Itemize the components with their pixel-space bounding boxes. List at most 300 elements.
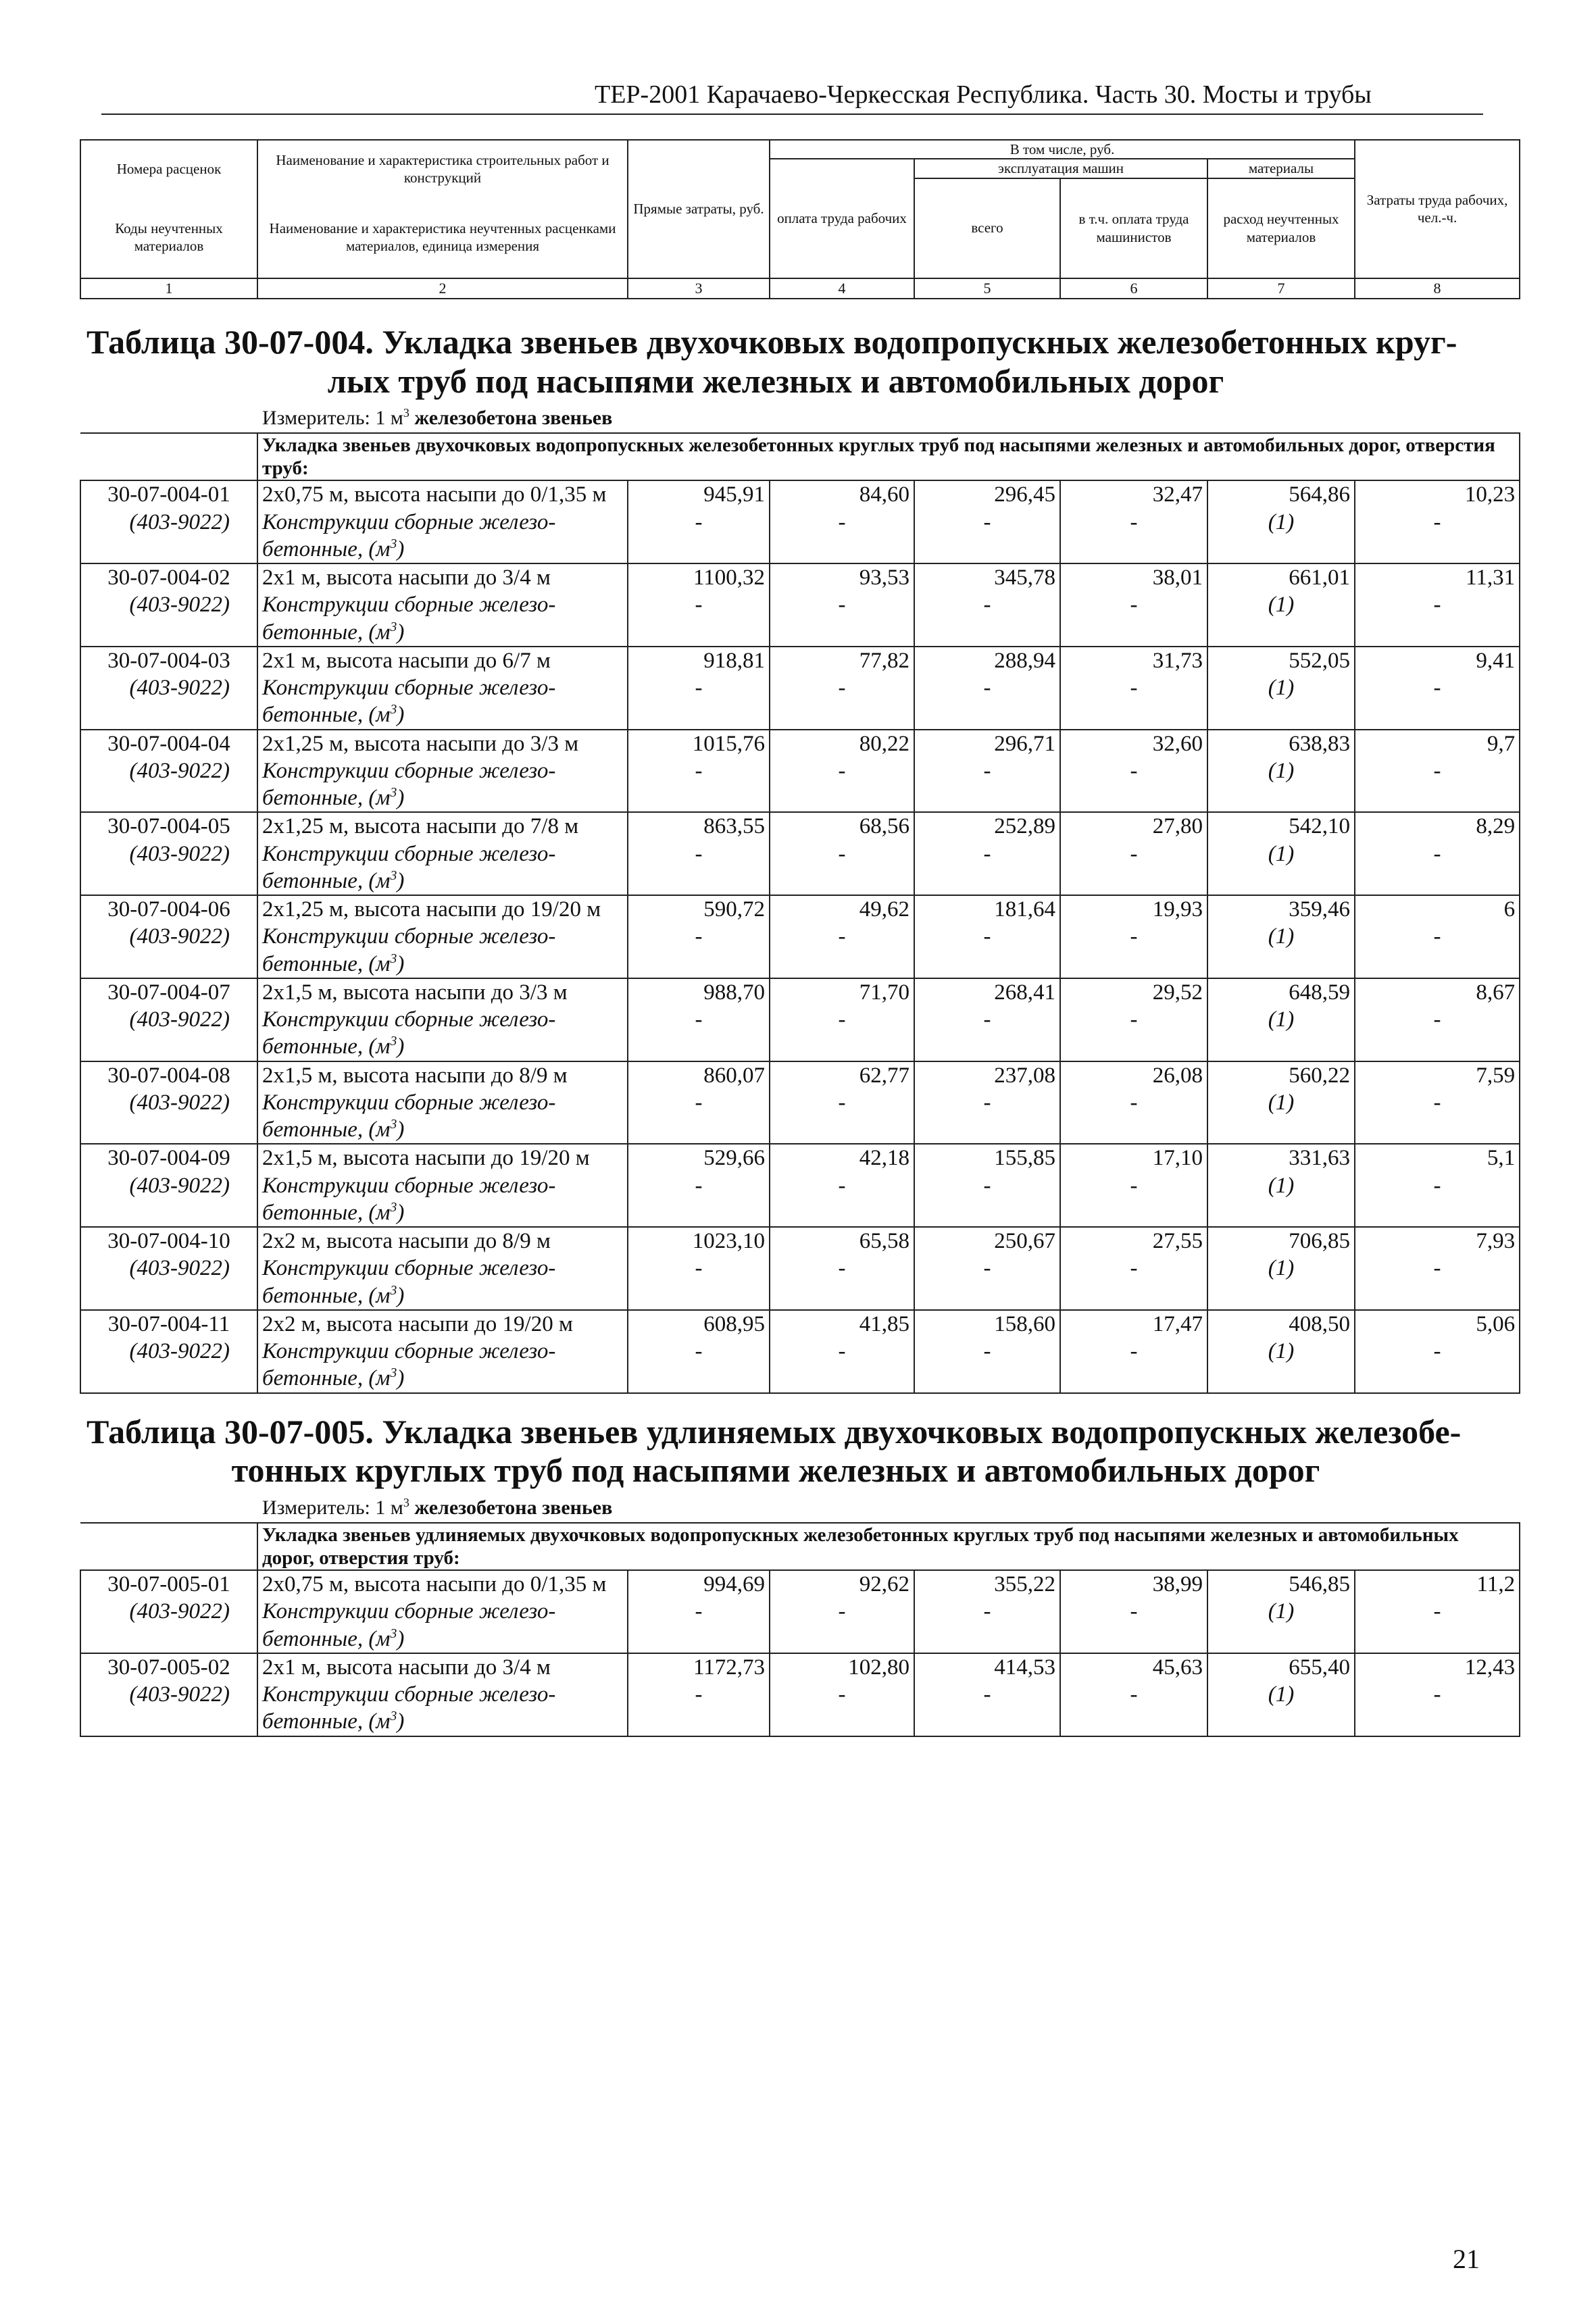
machinist-labor-cost: 38,99	[1060, 1570, 1207, 1598]
machinist-labor-cost: 38,01	[1060, 563, 1207, 591]
materials-cost: 408,50	[1207, 1310, 1355, 1338]
rate-code: 30-07-004-07	[80, 978, 257, 1006]
material-name-line1: Конструкции сборные железо-	[262, 1090, 556, 1115]
material-name-line1: Конструкции сборные железо-	[262, 676, 556, 701]
material-row	[80, 1338, 1520, 1393]
machines-cost: 296,71	[914, 730, 1060, 757]
dash-cell: -	[1355, 591, 1520, 647]
material-name-line2: бетонные, (м	[262, 1034, 391, 1059]
measure-prefix: Измеритель: 1 м	[262, 407, 403, 429]
rate-name: 2х2 м, высота насыпи до 19/20 м	[257, 1310, 628, 1338]
col6-header: в т.ч. оплата труда машинистов	[1060, 178, 1207, 278]
material-qty: (1)	[1207, 1681, 1355, 1736]
material-name-end: )	[397, 620, 405, 645]
material-name-line1: Конструкции сборные железо-	[262, 1173, 556, 1198]
material-qty: (1)	[1207, 1089, 1355, 1145]
material-qty: (1)	[1207, 591, 1355, 647]
material-unit-sup: 3	[390, 536, 397, 551]
rate-code: 30-07-004-06	[80, 895, 257, 923]
direct-cost: 1023,10	[628, 1227, 770, 1255]
dash-cell: -	[914, 1172, 1060, 1228]
labor-cost: 49,62	[770, 895, 914, 923]
material-name-line2: бетонные, (м	[262, 1200, 391, 1225]
col2-top: Наименование и характеристика строительных работ и конструкций	[257, 140, 628, 197]
material-name-end: )	[397, 1626, 405, 1651]
dash-cell: -	[628, 840, 770, 896]
material-name-end: )	[397, 1709, 405, 1734]
material-name	[257, 509, 628, 564]
machines-header: эксплуатация машин	[914, 159, 1207, 178]
material-unit-sup: 3	[390, 702, 397, 718]
col1-bottom: Коды неучтенных материалов	[80, 197, 257, 278]
material-unit-sup: 3	[390, 1365, 397, 1381]
machines-cost: 296,45	[914, 480, 1060, 508]
materials-cost: 706,85	[1207, 1227, 1355, 1255]
direct-cost: 860,07	[628, 1061, 770, 1089]
machines-cost: 158,60	[914, 1310, 1060, 1338]
dash-cell: -	[1355, 840, 1520, 896]
material-name	[257, 1089, 628, 1145]
material-code: (403-9022)	[80, 840, 257, 896]
rate-row	[80, 895, 1520, 923]
direct-cost: 918,81	[628, 647, 770, 674]
material-name-end: )	[397, 1283, 405, 1308]
material-name-line2: бетонные, (м	[262, 868, 391, 893]
rate-code: 30-07-005-02	[80, 1653, 257, 1681]
material-row	[80, 1089, 1520, 1145]
material-row	[80, 674, 1520, 730]
dash-cell: -	[914, 1598, 1060, 1653]
material-name-end: )	[397, 1366, 405, 1391]
material-name	[257, 674, 628, 730]
dash-cell: -	[770, 757, 914, 813]
rate-code: 30-07-004-03	[80, 647, 257, 674]
dash-cell: -	[1060, 1598, 1207, 1653]
material-row	[80, 1255, 1520, 1310]
materials-cost: 564,86	[1207, 480, 1355, 508]
dash-cell: -	[914, 757, 1060, 813]
materials-cost: 552,05	[1207, 647, 1355, 674]
rate-name: 2х0,75 м, высота насыпи до 0/1,35 м	[257, 1570, 628, 1598]
material-name-end: )	[397, 1117, 405, 1142]
dash-cell: -	[770, 591, 914, 647]
direct-cost: 994,69	[628, 1570, 770, 1598]
material-row	[80, 1006, 1520, 1061]
material-name-line1: Конструкции сборные железо-	[262, 758, 556, 783]
material-qty: (1)	[1207, 674, 1355, 730]
dash-cell: -	[770, 1255, 914, 1310]
material-name	[257, 923, 628, 978]
rate-name: 2х1,25 м, высота насыпи до 3/3 м	[257, 730, 628, 757]
rate-row	[80, 1227, 1520, 1255]
material-name-line1: Конструкции сборные железо-	[262, 1256, 556, 1281]
direct-cost: 608,95	[628, 1310, 770, 1338]
measure-sup: 3	[403, 1495, 409, 1509]
material-name-line1: Конструкции сборные железо-	[262, 841, 556, 866]
direct-cost: 945,91	[628, 480, 770, 508]
material-qty: (1)	[1207, 757, 1355, 813]
dash-cell: -	[914, 1255, 1060, 1310]
material-name	[257, 591, 628, 647]
dash-cell: -	[770, 1338, 914, 1393]
material-qty: (1)	[1207, 1255, 1355, 1310]
tables-container	[80, 323, 1519, 1737]
direct-cost: 529,66	[628, 1144, 770, 1172]
material-code: (403-9022)	[80, 1681, 257, 1736]
dash-cell: -	[770, 1172, 914, 1228]
machines-cost: 155,85	[914, 1144, 1060, 1172]
machines-cost: 250,67	[914, 1227, 1060, 1255]
col-number: 5	[914, 278, 1060, 299]
direct-cost: 1100,32	[628, 563, 770, 591]
material-unit-sup: 3	[390, 867, 397, 883]
machinist-labor-cost: 17,47	[1060, 1310, 1207, 1338]
labor-hours: 9,41	[1355, 647, 1520, 674]
material-row	[80, 1681, 1520, 1736]
rate-code: 30-07-004-05	[80, 812, 257, 840]
material-name-end: )	[397, 536, 405, 561]
material-row	[80, 757, 1520, 813]
material-row	[80, 591, 1520, 647]
subhead-text: Укладка звеньев удлиняемых двухочковых водопропускных железобетонных круглых труб под насыпями железных и автомобильных дорог, отверстия труб:	[257, 1523, 1520, 1570]
dash-cell: -	[628, 1006, 770, 1061]
rates-table	[80, 432, 1520, 1394]
dash-cell: -	[1355, 757, 1520, 813]
labor-cost: 42,18	[770, 1144, 914, 1172]
material-code: (403-9022)	[80, 1338, 257, 1393]
material-code: (403-9022)	[80, 1598, 257, 1653]
rate-code: 30-07-004-02	[80, 563, 257, 591]
dash-cell: -	[914, 1338, 1060, 1393]
material-name	[257, 1255, 628, 1310]
direct-cost: 1172,73	[628, 1653, 770, 1681]
rate-row	[80, 1310, 1520, 1338]
labor-cost: 84,60	[770, 480, 914, 508]
dash-cell: -	[1060, 757, 1207, 813]
labor-hours: 12,43	[1355, 1653, 1520, 1681]
material-name-end: )	[397, 868, 405, 893]
dash-cell: -	[1060, 1006, 1207, 1061]
rate-code: 30-07-005-01	[80, 1570, 257, 1598]
material-name-line1: Конструкции сборные железо-	[262, 509, 556, 534]
rate-row	[80, 812, 1520, 840]
material-code: (403-9022)	[80, 1255, 257, 1310]
dash-cell: -	[1060, 1681, 1207, 1736]
machines-cost: 237,08	[914, 1061, 1060, 1089]
table-title	[80, 1413, 1519, 1490]
dash-cell: -	[1060, 840, 1207, 896]
material-name-line2: бетонные, (м	[262, 1117, 391, 1142]
table-title	[80, 323, 1519, 401]
measure-unit	[262, 1496, 1519, 1519]
dash-cell: -	[914, 1006, 1060, 1061]
material-code: (403-9022)	[80, 591, 257, 647]
rate-row	[80, 647, 1520, 674]
labor-cost: 102,80	[770, 1653, 914, 1681]
machinist-labor-cost: 29,52	[1060, 978, 1207, 1006]
material-name-line1: Конструкции сборные железо-	[262, 1007, 556, 1032]
dash-cell: -	[914, 1681, 1060, 1736]
labor-hours: 6	[1355, 895, 1520, 923]
rates-table	[80, 1522, 1520, 1737]
rate-row	[80, 730, 1520, 757]
material-unit-sup: 3	[390, 1034, 397, 1049]
labor-hours: 8,29	[1355, 812, 1520, 840]
material-name	[257, 1338, 628, 1393]
dash-cell: -	[770, 923, 914, 978]
material-qty: (1)	[1207, 1338, 1355, 1393]
dash-cell: -	[1060, 674, 1207, 730]
material-name-line1: Конструкции сборные железо-	[262, 924, 556, 949]
materials-cost: 648,59	[1207, 978, 1355, 1006]
dash-cell: -	[1060, 1338, 1207, 1393]
measure-prefix: Измеритель: 1 м	[262, 1496, 403, 1519]
material-row	[80, 1598, 1520, 1653]
machines-cost: 252,89	[914, 812, 1060, 840]
material-name	[257, 1006, 628, 1061]
dash-cell: -	[1355, 509, 1520, 564]
column-header-table	[80, 139, 1520, 299]
machinist-labor-cost: 31,73	[1060, 647, 1207, 674]
header-rule	[101, 114, 1483, 115]
material-name-line1: Конструкции сборные железо-	[262, 1682, 556, 1707]
col7-header: расход неучтенных материалов	[1207, 178, 1355, 278]
material-row	[80, 840, 1520, 896]
material-unit-sup: 3	[390, 1199, 397, 1215]
col-number: 6	[1060, 278, 1207, 299]
machines-cost: 288,94	[914, 647, 1060, 674]
material-name-end: )	[397, 703, 405, 728]
dash-cell: -	[628, 1255, 770, 1310]
dash-cell: -	[770, 840, 914, 896]
rate-name: 2х1,25 м, высота насыпи до 19/20 м	[257, 895, 628, 923]
dash-cell: -	[1060, 591, 1207, 647]
rate-code: 30-07-004-01	[80, 480, 257, 508]
dash-cell: -	[770, 1681, 914, 1736]
col-number: 1	[80, 278, 257, 299]
machinist-labor-cost: 32,47	[1060, 480, 1207, 508]
material-unit-sup: 3	[390, 619, 397, 634]
dash-cell: -	[628, 674, 770, 730]
dash-cell: -	[628, 923, 770, 978]
rate-name: 2х1 м, высота насыпи до 6/7 м	[257, 647, 628, 674]
material-unit-sup: 3	[390, 1626, 397, 1641]
labor-hours: 9,7	[1355, 730, 1520, 757]
col2-bottom: Наименование и характеристика неучтенных расценками материалов, единица измерения	[257, 197, 628, 278]
material-code: (403-9022)	[80, 1006, 257, 1061]
dash-cell: -	[770, 1006, 914, 1061]
measure-unit	[262, 406, 1519, 430]
machinist-labor-cost: 32,60	[1060, 730, 1207, 757]
rate-name: 2х1 м, высота насыпи до 3/4 м	[257, 563, 628, 591]
dash-cell: -	[770, 1598, 914, 1653]
material-name-line2: бетонные, (м	[262, 1366, 391, 1391]
dash-cell: -	[1060, 509, 1207, 564]
dash-cell: -	[1355, 1006, 1520, 1061]
dash-cell: -	[770, 674, 914, 730]
dash-cell: -	[1355, 1172, 1520, 1228]
dash-cell: -	[1355, 923, 1520, 978]
material-qty: (1)	[1207, 840, 1355, 896]
dash-cell: -	[628, 757, 770, 813]
rate-code: 30-07-004-04	[80, 730, 257, 757]
measure-sup: 3	[403, 406, 409, 420]
dash-cell: -	[628, 1338, 770, 1393]
rate-code: 30-07-004-11	[80, 1310, 257, 1338]
material-name	[257, 1172, 628, 1228]
rate-name: 2х1 м, высота насыпи до 3/4 м	[257, 1653, 628, 1681]
dash-cell: -	[628, 1172, 770, 1228]
material-name-line2: бетонные, (м	[262, 786, 391, 811]
material-code: (403-9022)	[80, 757, 257, 813]
dash-cell: -	[914, 509, 1060, 564]
material-row	[80, 923, 1520, 978]
incl-header: В том числе, руб.	[770, 140, 1355, 159]
dash-cell: -	[628, 1681, 770, 1736]
materials-cost: 661,01	[1207, 563, 1355, 591]
dash-cell: -	[1060, 1089, 1207, 1145]
material-name-line2: бетонные, (м	[262, 620, 391, 645]
col-number: 2	[257, 278, 628, 299]
material-name-end: )	[397, 1034, 405, 1059]
machinist-labor-cost: 17,10	[1060, 1144, 1207, 1172]
rate-name: 2х1,5 м, высота насыпи до 19/20 м	[257, 1144, 628, 1172]
machines-cost: 268,41	[914, 978, 1060, 1006]
material-name	[257, 1681, 628, 1736]
direct-cost: 988,70	[628, 978, 770, 1006]
labor-hours: 7,93	[1355, 1227, 1520, 1255]
labor-hours: 5,06	[1355, 1310, 1520, 1338]
materials-header: материалы	[1207, 159, 1355, 178]
material-name-line1: Конструкции сборные железо-	[262, 593, 556, 618]
labor-cost: 71,70	[770, 978, 914, 1006]
material-name-end: )	[397, 786, 405, 811]
labor-cost: 77,82	[770, 647, 914, 674]
dash-cell: -	[1355, 1681, 1520, 1736]
material-name-end: )	[397, 951, 405, 976]
material-name-line2: бетонные, (м	[262, 1283, 391, 1308]
direct-cost: 590,72	[628, 895, 770, 923]
material-code: (403-9022)	[80, 1172, 257, 1228]
measure-suffix: железобетона звеньев	[409, 407, 613, 429]
page-header-title: ТЕР-2001 Карачаево-Черкесская Республика. Часть 30. Мосты и трубы	[595, 80, 1372, 109]
dash-cell: -	[770, 509, 914, 564]
machinist-labor-cost: 19,93	[1060, 895, 1207, 923]
rate-row	[80, 1144, 1520, 1172]
labor-hours: 5,1	[1355, 1144, 1520, 1172]
col8-header: Затраты труда рабочих, чел.-ч.	[1355, 140, 1520, 278]
materials-cost: 638,83	[1207, 730, 1355, 757]
materials-cost: 655,40	[1207, 1653, 1355, 1681]
machines-cost: 355,22	[914, 1570, 1060, 1598]
rate-row	[80, 563, 1520, 591]
rate-code: 30-07-004-09	[80, 1144, 257, 1172]
machines-cost: 181,64	[914, 895, 1060, 923]
materials-cost: 546,85	[1207, 1570, 1355, 1598]
labor-cost: 62,77	[770, 1061, 914, 1089]
table-title-line1: Таблица 30-07-005. Укладка звеньев удлиняемых двухочковых водопропускных железобе-	[86, 1412, 1462, 1451]
material-unit-sup: 3	[390, 1282, 397, 1298]
machines-cost: 414,53	[914, 1653, 1060, 1681]
material-name-line2: бетонные, (м	[262, 703, 391, 728]
materials-cost: 331,63	[1207, 1144, 1355, 1172]
col-number: 3	[628, 278, 770, 299]
material-name-line2: бетонные, (м	[262, 1626, 391, 1651]
dash-cell: -	[628, 591, 770, 647]
dash-cell: -	[914, 1089, 1060, 1145]
dash-cell: -	[1355, 1089, 1520, 1145]
table-title-line1: Таблица 30-07-004. Укладка звеньев двухочковых водопропускных железобетонных круг-	[86, 323, 1457, 361]
material-code: (403-9022)	[80, 509, 257, 564]
page-number: 21	[1453, 2244, 1480, 2274]
material-qty: (1)	[1207, 1006, 1355, 1061]
material-unit-sup: 3	[390, 1709, 397, 1724]
dash-cell: -	[628, 1598, 770, 1653]
dash-cell: -	[1355, 1255, 1520, 1310]
rate-code: 30-07-004-08	[80, 1061, 257, 1089]
rate-name: 2х0,75 м, высота насыпи до 0/1,35 м	[257, 480, 628, 508]
rate-name: 2х2 м, высота насыпи до 8/9 м	[257, 1227, 628, 1255]
col1-top: Номера расценок	[80, 140, 257, 197]
material-name-line1: Конструкции сборные железо-	[262, 1339, 556, 1364]
dash-cell: -	[914, 840, 1060, 896]
col-number: 8	[1355, 278, 1520, 299]
dash-cell: -	[914, 591, 1060, 647]
labor-cost: 68,56	[770, 812, 914, 840]
material-qty: (1)	[1207, 509, 1355, 564]
material-name	[257, 840, 628, 896]
rate-name: 2х1,25 м, высота насыпи до 7/8 м	[257, 812, 628, 840]
direct-cost: 1015,76	[628, 730, 770, 757]
col-number: 4	[770, 278, 914, 299]
dash-cell: -	[1060, 1172, 1207, 1228]
rate-row	[80, 1570, 1520, 1598]
labor-cost: 93,53	[770, 563, 914, 591]
col3-header: Прямые затраты, руб.	[628, 140, 770, 278]
rate-name: 2х1,5 м, высота насыпи до 8/9 м	[257, 1061, 628, 1089]
material-qty: (1)	[1207, 1598, 1355, 1653]
material-qty: (1)	[1207, 923, 1355, 978]
rate-row	[80, 1653, 1520, 1681]
material-name-line2: бетонные, (м	[262, 951, 391, 976]
material-code: (403-9022)	[80, 923, 257, 978]
labor-cost: 80,22	[770, 730, 914, 757]
materials-cost: 359,46	[1207, 895, 1355, 923]
dash-cell: -	[770, 1089, 914, 1145]
dash-cell: -	[914, 674, 1060, 730]
subhead-text: Укладка звеньев двухочковых водопропускных железобетонных круглых труб под насыпями железных и автомобильных дорог, отверстия труб:	[257, 433, 1520, 480]
machinist-labor-cost: 26,08	[1060, 1061, 1207, 1089]
material-qty: (1)	[1207, 1172, 1355, 1228]
col5-header: всего	[914, 178, 1060, 278]
direct-cost: 863,55	[628, 812, 770, 840]
labor-cost: 41,85	[770, 1310, 914, 1338]
rate-row	[80, 978, 1520, 1006]
labor-cost: 92,62	[770, 1570, 914, 1598]
material-name	[257, 1598, 628, 1653]
dash-cell: -	[1060, 1255, 1207, 1310]
material-name-line1: Конструкции сборные железо-	[262, 1599, 556, 1624]
dash-cell: -	[1355, 1598, 1520, 1653]
dash-cell: -	[914, 923, 1060, 978]
dash-cell: -	[628, 1089, 770, 1145]
rate-row	[80, 1061, 1520, 1089]
machinist-labor-cost: 27,55	[1060, 1227, 1207, 1255]
labor-hours: 8,67	[1355, 978, 1520, 1006]
machines-cost: 345,78	[914, 563, 1060, 591]
dash-cell: -	[1355, 1338, 1520, 1393]
material-name	[257, 757, 628, 813]
